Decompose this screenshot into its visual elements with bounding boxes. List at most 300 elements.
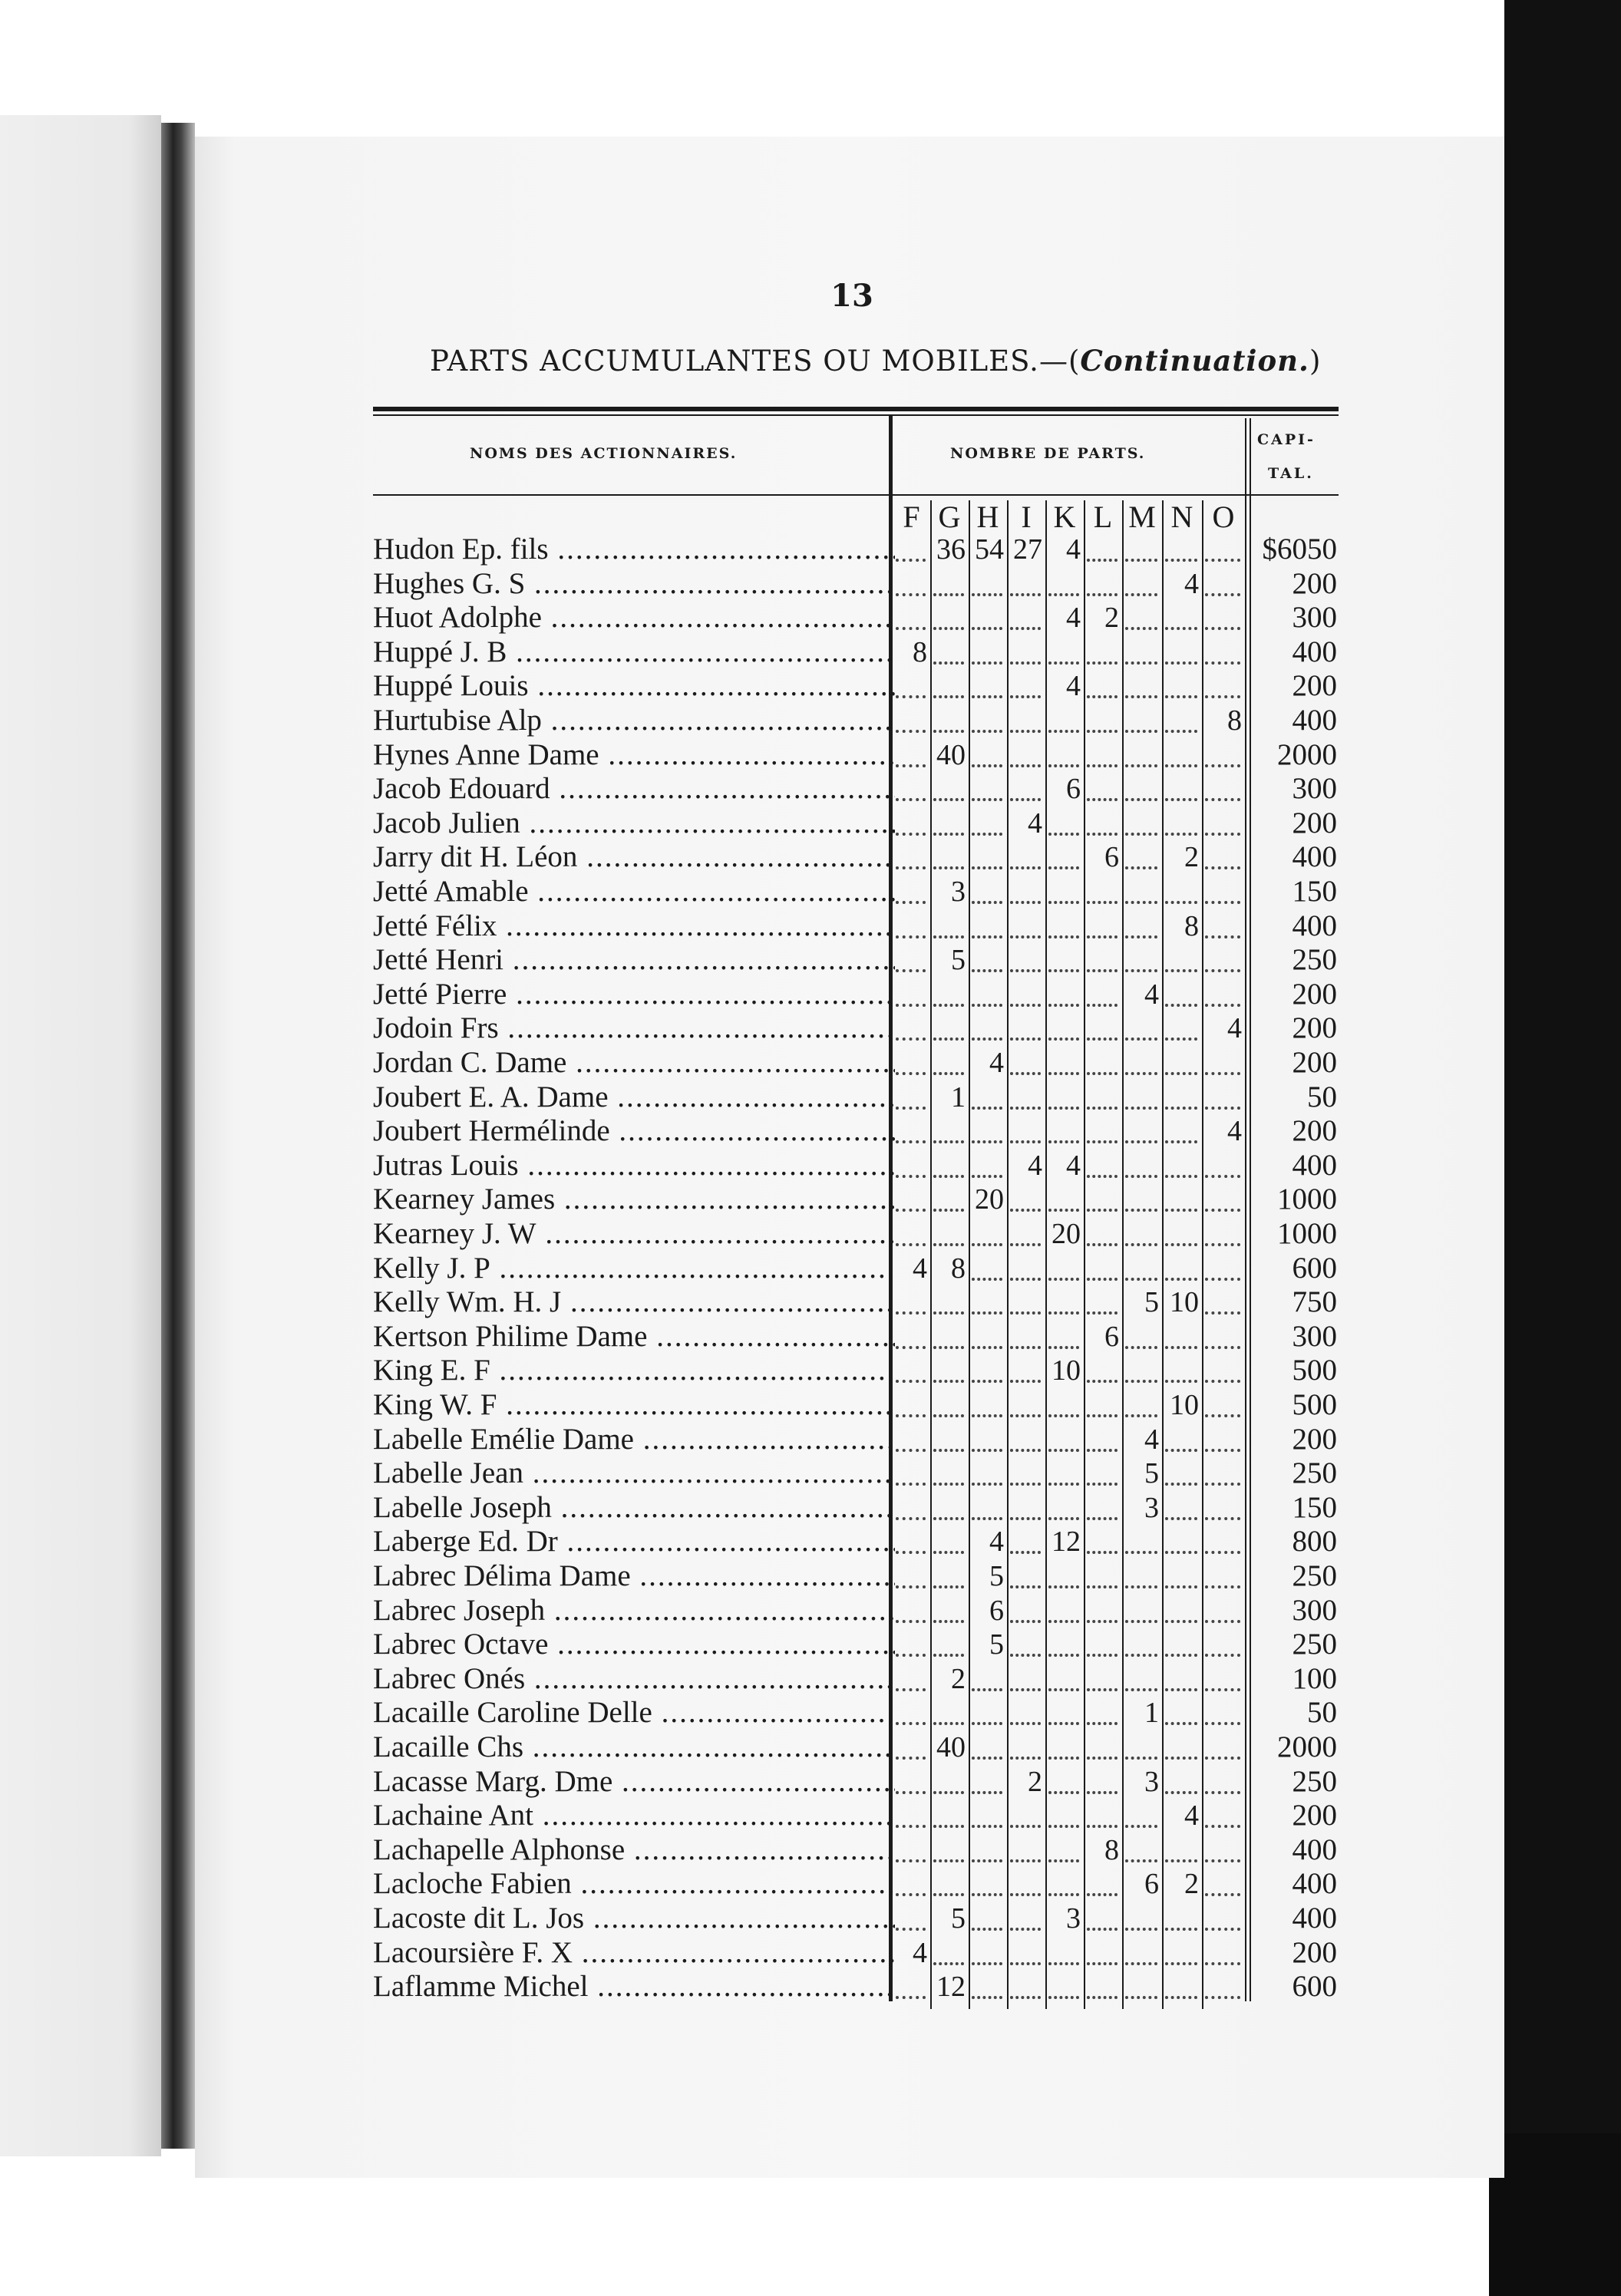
parts-cell-l [1085, 1423, 1119, 1456]
parts-cell-f [894, 978, 927, 1011]
parts-cell-o [1203, 1149, 1242, 1183]
shareholder-name: Hynes Anne Dame ..... [373, 738, 895, 772]
parts-cell-k [1047, 1217, 1081, 1251]
dot-leader [1048, 966, 1079, 972]
dot-leader [933, 1548, 964, 1554]
dot-leader [972, 1103, 1002, 1110]
parts-cell-h [970, 1696, 1004, 1730]
parts-cell-i [1009, 1456, 1042, 1490]
dot-leader [896, 1925, 926, 1931]
parts-cell-g [932, 601, 966, 635]
parts-cell-n [1164, 1594, 1199, 1628]
parts-cell-f [894, 1080, 927, 1114]
parts-cell-l [1085, 1594, 1119, 1628]
shareholder-name: Joubert E. A. Dame ..... [373, 1080, 895, 1114]
parts-value: 5 [1144, 1286, 1159, 1319]
parts-cell-k [1047, 1456, 1081, 1490]
shareholder-name: Kelly Wm. H. J ..... [373, 1285, 895, 1319]
parts-cell-f [894, 1252, 927, 1285]
shareholder-name: Jacob Julien ..... [373, 807, 895, 840]
parts-cell-g [932, 1730, 966, 1764]
parts-cell-n [1164, 1149, 1199, 1183]
dot-leader [1087, 1034, 1118, 1041]
shareholder-name: Jutras Louis ..... [373, 1149, 895, 1183]
parts-cell-f [894, 1354, 927, 1387]
dot-leader [1048, 1446, 1079, 1452]
parts-cell-g [932, 1285, 966, 1319]
dot-leader [1125, 830, 1157, 836]
dot-leader [1048, 1343, 1079, 1349]
parts-cell-f [894, 840, 927, 874]
parts-value: 4 [1184, 567, 1199, 600]
dot-leader [1205, 1993, 1240, 1999]
dot-leader [1205, 1617, 1240, 1623]
dot-leader [933, 1034, 964, 1041]
dot-leader [1048, 932, 1079, 939]
parts-cell-g [932, 1114, 966, 1148]
parts-cell-f [894, 1456, 927, 1490]
column-header-f: F [903, 500, 920, 534]
parts-cell-l [1085, 1320, 1119, 1354]
dot-leader [1205, 1651, 1240, 1657]
dot-leader [972, 1685, 1002, 1691]
dot-leader [933, 1206, 964, 1212]
parts-cell-n [1164, 943, 1199, 977]
parts-cell-l [1085, 1456, 1119, 1490]
parts-cell-g [932, 1080, 966, 1114]
dot-leader [972, 1377, 1002, 1383]
dot-leader [1048, 1411, 1079, 1417]
parts-cell-f [894, 875, 927, 909]
capital-value: 400 [1292, 840, 1337, 874]
dot-leader [1048, 590, 1079, 596]
shareholder-name: Kertson Philime Dame ..... [373, 1320, 895, 1354]
dot-leader [1165, 1172, 1197, 1178]
capital-value: 1000 [1277, 1217, 1337, 1250]
parts-cell-k [1047, 1011, 1081, 1045]
parts-cell-g [932, 1765, 966, 1799]
parts-cell-f [894, 1867, 927, 1901]
dot-leader [933, 1651, 964, 1657]
dot-leader [1205, 1822, 1240, 1828]
parts-value: 4 [1028, 1149, 1042, 1182]
dot-leader [1165, 1856, 1197, 1862]
parts-cell-l [1085, 1149, 1119, 1183]
dot-leader [1087, 1651, 1118, 1657]
dot-leader [1125, 1651, 1157, 1657]
parts-cell-n [1164, 1559, 1199, 1593]
parts-cell-k [1047, 1423, 1081, 1456]
parts-cell-f [894, 669, 927, 703]
parts-cell-k [1047, 601, 1081, 635]
parts-value: 4 [1227, 1115, 1242, 1148]
parts-cell-f [894, 1730, 927, 1764]
dot-leader [1010, 1103, 1041, 1110]
parts-value: 4 [1144, 978, 1159, 1011]
dot-leader [933, 1343, 964, 1349]
parts-value: 12 [1052, 1526, 1081, 1559]
dot-leader [1205, 1377, 1240, 1383]
parts-cell-n [1164, 1114, 1199, 1148]
dot-leader [1087, 932, 1118, 939]
capital-value: 200 [1292, 1114, 1337, 1148]
dot-leader [1205, 1001, 1240, 1007]
parts-value: 2 [1028, 1765, 1042, 1798]
parts-cell-i [1009, 1867, 1042, 1901]
dot-leader [1048, 1582, 1079, 1588]
dot-leader [1125, 1753, 1157, 1760]
parts-cell-i [1009, 943, 1042, 977]
parts-cell-o [1203, 1046, 1242, 1080]
parts-value: 3 [1066, 1902, 1081, 1935]
dot-leader [1010, 966, 1041, 972]
parts-cell-i [1009, 1285, 1042, 1319]
parts-cell-f [894, 1902, 927, 1935]
parts-cell-m [1124, 1456, 1159, 1490]
shareholder-name: Lachaine Ant ..... [373, 1799, 895, 1833]
parts-cell-n [1164, 1867, 1199, 1901]
dot-leader [1205, 1103, 1240, 1110]
dot-leader [1165, 1343, 1197, 1349]
parts-cell-o [1203, 1594, 1242, 1628]
facing-page-edge [0, 115, 161, 2156]
dot-leader [933, 624, 964, 630]
capital-value: 1000 [1277, 1183, 1337, 1216]
dot-leader [1010, 1137, 1041, 1143]
shareholder-name: Hurtubise Alp ..... [373, 704, 895, 737]
parts-cell-n [1164, 1320, 1199, 1354]
parts-cell-m [1124, 738, 1159, 772]
dot-leader [896, 1617, 926, 1623]
parts-cell-i [1009, 601, 1042, 635]
dot-leader [972, 1856, 1002, 1862]
parts-cell-m [1124, 1799, 1159, 1833]
parts-value: 4 [913, 1936, 927, 1969]
parts-cell-h [970, 567, 1004, 601]
parts-cell-h [970, 1456, 1004, 1490]
parts-cell-n [1164, 1833, 1199, 1867]
parts-cell-n [1164, 738, 1199, 772]
dot-leader [1205, 830, 1240, 836]
parts-value: 6 [1104, 841, 1119, 874]
parts-cell-m [1124, 1833, 1159, 1867]
parts-value: 20 [975, 1183, 1004, 1216]
parts-cell-i [1009, 1354, 1042, 1387]
parts-cell-l [1085, 1011, 1119, 1045]
dot-leader [1010, 1959, 1041, 1965]
dot-leader [1165, 1993, 1197, 1999]
parts-cell-g [932, 807, 966, 840]
parts-cell-o [1203, 704, 1242, 737]
dot-leader [1010, 1719, 1041, 1725]
capital-value: 200 [1292, 977, 1337, 1011]
capital-value: 600 [1292, 1970, 1337, 2004]
dot-leader [1048, 1753, 1079, 1760]
parts-cell-o [1203, 1525, 1242, 1559]
parts-cell-l [1085, 704, 1119, 737]
parts-cell-h [970, 1902, 1004, 1935]
capital-value: 300 [1292, 601, 1337, 635]
parts-cell-l [1085, 567, 1119, 601]
capital-value: 200 [1292, 1935, 1337, 1969]
dot-leader [1165, 624, 1197, 630]
capital-value: 2000 [1277, 1730, 1337, 1763]
dot-leader [1165, 556, 1197, 562]
parts-cell-l [1085, 943, 1119, 977]
shareholder-name: Labrec Joseph ..... [373, 1594, 895, 1628]
parts-cell-m [1124, 1252, 1159, 1285]
parts-cell-g [932, 1217, 966, 1251]
parts-cell-f [894, 1833, 927, 1867]
dot-leader [896, 795, 926, 801]
dot-leader [1205, 898, 1240, 904]
parts-cell-l [1085, 1388, 1119, 1422]
parts-cell-f [894, 601, 927, 635]
shareholder-name: Lacaille Caroline Delle ..... [373, 1696, 895, 1730]
parts-cell-m [1124, 1285, 1159, 1319]
dot-leader [1205, 692, 1240, 698]
capital-value: 250 [1292, 1456, 1337, 1490]
dot-leader [972, 1275, 1002, 1281]
parts-cell-g [932, 1902, 966, 1935]
parts-cell-h [970, 1149, 1004, 1183]
dot-leader [896, 1411, 926, 1417]
parts-cell-m [1124, 601, 1159, 635]
parts-cell-m [1124, 1388, 1159, 1422]
dot-leader [972, 863, 1002, 869]
dot-leader [933, 590, 964, 596]
shareholder-name: Lacloche Fabien ..... [373, 1867, 895, 1901]
dot-leader [933, 1788, 964, 1794]
dot-leader [896, 692, 926, 698]
dot-leader [1010, 1582, 1041, 1588]
dot-leader [1205, 1548, 1240, 1554]
parts-cell-m [1124, 1114, 1159, 1148]
dot-leader [1048, 1514, 1079, 1520]
dot-leader [1165, 1240, 1197, 1246]
parts-cell-n [1164, 840, 1199, 874]
shareholder-name: Jetté Pierre ..... [373, 978, 895, 1011]
parts-cell-m [1124, 704, 1159, 737]
capital-value: 250 [1292, 1764, 1337, 1798]
dot-leader [1010, 795, 1041, 801]
parts-cell-o [1203, 1456, 1242, 1490]
dot-leader [1125, 1548, 1157, 1554]
dot-leader [1010, 1480, 1041, 1486]
dot-leader [933, 1582, 964, 1588]
dot-leader [1125, 624, 1157, 630]
parts-cell-i [1009, 567, 1042, 601]
parts-cell-k [1047, 1080, 1081, 1114]
column-header-i: I [1021, 500, 1032, 534]
column-header-m: M [1128, 500, 1156, 534]
dot-leader [1205, 932, 1240, 939]
dot-leader [1010, 1685, 1041, 1691]
capital-value: 100 [1292, 1661, 1337, 1695]
parts-value: 5 [989, 1560, 1004, 1592]
parts-cell-f [894, 943, 927, 977]
parts-cell-k [1047, 1252, 1081, 1285]
parts-cell-f [894, 1491, 927, 1525]
parts-cell-g [932, 1046, 966, 1080]
parts-cell-m [1124, 1217, 1159, 1251]
dot-leader [933, 658, 964, 665]
capital-value: 600 [1292, 1251, 1337, 1285]
dot-leader [972, 1788, 1002, 1794]
dot-leader [1205, 966, 1240, 972]
parts-cell-i [1009, 1388, 1042, 1422]
dot-leader [896, 1788, 926, 1794]
scanner-background [1504, 0, 1621, 2296]
dot-leader [896, 1651, 926, 1657]
dot-leader [1125, 761, 1157, 767]
shareholder-name: Lachapelle Alphonse ..... [373, 1833, 895, 1867]
parts-cell-o [1203, 1833, 1242, 1867]
parts-cell-m [1124, 1423, 1159, 1456]
dot-leader [896, 1890, 926, 1896]
dot-leader [1125, 1206, 1157, 1212]
dot-leader [1087, 1890, 1118, 1896]
parts-cell-k [1047, 1354, 1081, 1387]
dot-leader [896, 1856, 926, 1862]
dot-leader [1048, 1890, 1079, 1896]
parts-cell-g [932, 1423, 966, 1456]
dot-leader [1048, 830, 1079, 836]
dot-leader [1087, 898, 1118, 904]
parts-cell-f [894, 1423, 927, 1456]
parts-cell-n [1164, 704, 1199, 737]
parts-cell-f [894, 1525, 927, 1559]
parts-cell-m [1124, 1080, 1159, 1114]
parts-cell-g [932, 738, 966, 772]
dot-leader [896, 1993, 926, 1999]
parts-cell-o [1203, 909, 1242, 943]
dot-leader [972, 932, 1002, 939]
parts-cell-l [1085, 1799, 1119, 1833]
parts-cell-i [1009, 635, 1042, 669]
parts-cell-g [932, 1456, 966, 1490]
parts-cell-f [894, 909, 927, 943]
parts-cell-k [1047, 1628, 1081, 1661]
capital-value: 200 [1292, 806, 1337, 840]
dot-leader [1165, 1001, 1197, 1007]
parts-cell-i [1009, 704, 1042, 737]
capital-value: 50 [1307, 1696, 1337, 1730]
dot-leader [896, 1548, 926, 1554]
capital-value: 200 [1292, 669, 1337, 703]
header-capital-2: TAL. [1268, 465, 1314, 482]
parts-cell-o [1203, 669, 1242, 703]
shareholder-name: Kearney J. W ..... [373, 1217, 895, 1251]
dot-leader [1087, 1001, 1118, 1007]
parts-cell-n [1164, 669, 1199, 703]
parts-value: 4 [1066, 533, 1081, 566]
parts-cell-o [1203, 1423, 1242, 1456]
dot-leader [1048, 761, 1079, 767]
dot-leader [1087, 1103, 1118, 1110]
parts-cell-m [1124, 1046, 1159, 1080]
dot-leader [933, 1890, 964, 1896]
dot-leader [1087, 1719, 1118, 1725]
parts-value: 8 [1104, 1833, 1119, 1866]
parts-cell-h [970, 943, 1004, 977]
parts-cell-h [970, 1388, 1004, 1422]
parts-cell-k [1047, 1320, 1081, 1354]
parts-cell-n [1164, 1217, 1199, 1251]
dot-leader [896, 1103, 926, 1110]
parts-cell-h [970, 1217, 1004, 1251]
parts-cell-g [932, 772, 966, 806]
dot-leader [1205, 556, 1240, 562]
dot-leader [896, 1001, 926, 1007]
dot-leader [1165, 1753, 1197, 1760]
dot-leader [1125, 1137, 1157, 1143]
dot-leader [1125, 692, 1157, 698]
parts-value: 10 [1052, 1354, 1081, 1387]
shareholder-name: Labrec Onés ..... [373, 1662, 895, 1696]
parts-value: 4 [1144, 1423, 1159, 1456]
dot-leader [1125, 1034, 1157, 1041]
parts-cell-m [1124, 1559, 1159, 1593]
capital-value: 150 [1292, 1490, 1337, 1524]
parts-cell-o [1203, 1183, 1242, 1216]
dot-leader [1087, 1993, 1118, 1999]
dot-leader [1010, 1651, 1041, 1657]
column-header-o: O [1212, 500, 1235, 534]
parts-cell-k [1047, 1902, 1081, 1935]
parts-value: 4 [989, 1526, 1004, 1559]
parts-cell-o [1203, 635, 1242, 669]
parts-cell-i [1009, 1183, 1042, 1216]
parts-cell-m [1124, 1149, 1159, 1183]
parts-cell-l [1085, 1696, 1119, 1730]
page-title [430, 344, 1322, 378]
dot-leader [1048, 1959, 1079, 1965]
parts-cell-o [1203, 1799, 1242, 1833]
parts-value: 4 [1066, 1149, 1081, 1182]
parts-cell-l [1085, 978, 1119, 1011]
parts-cell-h [970, 1252, 1004, 1285]
parts-cell-i [1009, 1491, 1042, 1525]
dot-leader [972, 830, 1002, 836]
dot-leader [896, 1034, 926, 1041]
shareholder-name: Hughes G. S ..... [373, 567, 895, 601]
parts-cell-i [1009, 1011, 1042, 1045]
parts-cell-o [1203, 943, 1242, 977]
parts-cell-l [1085, 1285, 1119, 1319]
dot-leader [933, 1617, 964, 1623]
parts-cell-h [970, 1730, 1004, 1764]
parts-value: 6 [1104, 1320, 1119, 1353]
parts-cell-m [1124, 1936, 1159, 1970]
parts-cell-g [932, 978, 966, 1011]
parts-cell-f [894, 1628, 927, 1661]
dot-leader [1010, 761, 1041, 767]
parts-cell-k [1047, 840, 1081, 874]
dot-leader [1165, 1137, 1197, 1143]
parts-cell-f [894, 533, 927, 566]
shareholder-name: Huot Adolphe ..... [373, 601, 895, 635]
scanner-background-bottom [1489, 2133, 1621, 2296]
parts-cell-m [1124, 1662, 1159, 1696]
shareholder-name: Kelly J. P ..... [373, 1252, 895, 1285]
dot-leader [896, 1137, 926, 1143]
dot-leader [1048, 1856, 1079, 1862]
capital-value: 400 [1292, 1867, 1337, 1901]
parts-cell-g [932, 533, 966, 566]
capital-value: 150 [1292, 875, 1337, 908]
parts-cell-o [1203, 1730, 1242, 1764]
